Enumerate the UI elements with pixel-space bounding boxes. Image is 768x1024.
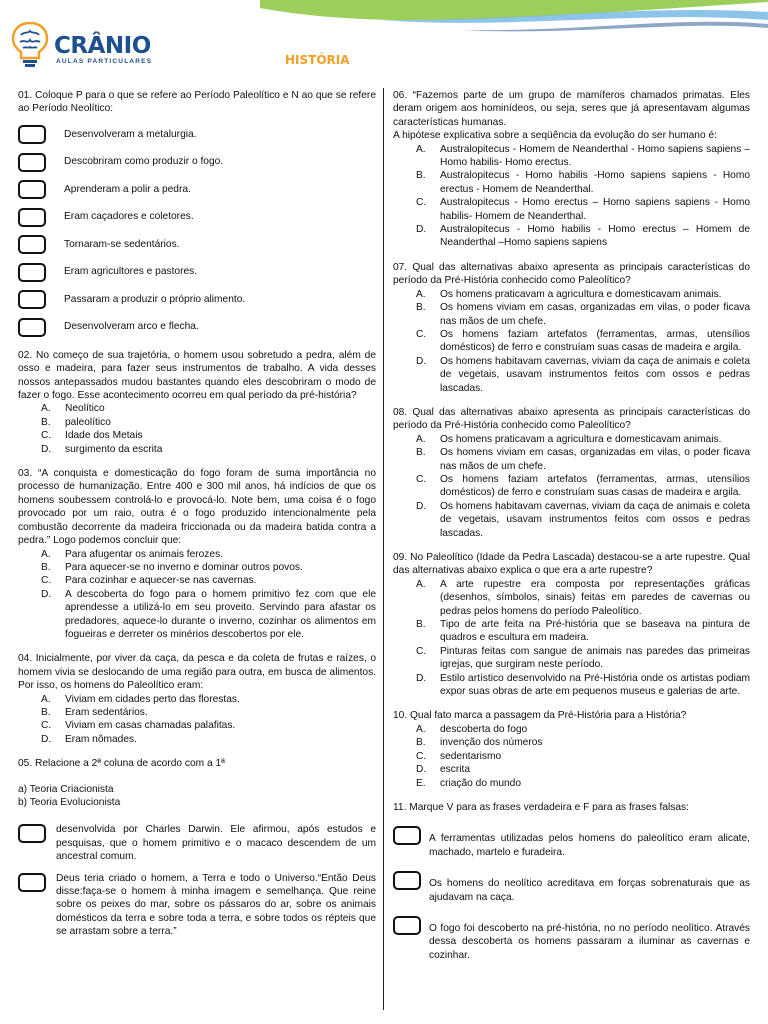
option[interactable] [18, 561, 376, 574]
question-01-title: 01. Coloque P para o que se refere ao Período Paleolítico e N ao que se refere ao Período Neolítico: [18, 90, 376, 115]
option-letter: B. [416, 619, 426, 631]
option[interactable] [393, 736, 750, 749]
answer-box[interactable] [393, 871, 421, 890]
option-text: sedentarismo [440, 750, 502, 762]
option[interactable] [393, 750, 750, 763]
option-text: Australopitecus - Homem de Neanderthal - Homo sapiens sapiens –Homo habilis- Homo erectus. [440, 143, 750, 169]
question-04 [18, 652, 376, 746]
option-text: Os homens praticavam a agricultura e domesticavam animais. [440, 288, 722, 300]
option-text: Para aquecer-se no inverno e dominar outros povos. [65, 561, 303, 573]
option-text: invenção dos números [440, 737, 543, 749]
page-header [0, 0, 768, 80]
option-text: Os homens praticavam a agricultura e domesticavam animais. [440, 433, 722, 445]
question-09-text: 09. No Paleolítico (Idade da Pedra Lascada) destacou-se a arte rupestre. Qual das alternativas abaixo explica o que era a arte rupestre? [393, 552, 750, 577]
answer-box[interactable] [18, 125, 46, 144]
right-column [393, 89, 750, 974]
option-text: Os homens habitavam cavernas, viviam da caça de animais e coleta de vegetais, usavam instrumentos feitos com ossos e pedras lascadas. [440, 500, 750, 539]
question-08-options [393, 433, 750, 540]
list-item [18, 231, 376, 259]
column-divider [383, 88, 384, 1010]
list-item [393, 916, 750, 962]
option-letter: E. [416, 777, 426, 789]
option[interactable] [18, 429, 376, 442]
option[interactable] [18, 733, 376, 746]
answer-box[interactable] [18, 318, 46, 337]
question-02-options [18, 402, 376, 456]
question-07 [393, 261, 750, 395]
option[interactable] [18, 402, 376, 415]
option[interactable] [393, 169, 750, 196]
logo [10, 20, 160, 72]
question-06-subtext: A hipótese explicativa sobre a seqüência da evolução do ser humano é: [393, 130, 717, 142]
option[interactable] [393, 777, 750, 790]
option-text: Estilo artístico desenvolvido na Pré-História onde os artistas podiam expor suas obras de arte em pequenos museus e galerias de arte. [440, 672, 750, 698]
question-05 [18, 757, 376, 938]
option[interactable] [393, 645, 750, 672]
list-item [18, 176, 376, 204]
list-item [18, 121, 376, 149]
option-text: Os homens faziam artefatos (ferramentas, armas, utensílios domésticos) de ferro e construíam suas casas de madeira e argila. [440, 473, 750, 499]
item-text: Desenvolveram a metalurgia. [64, 128, 197, 140]
option[interactable] [393, 672, 750, 699]
option-letter: B. [41, 561, 51, 573]
question-08-text: 08. Qual das alternativas abaixo apresenta as principais características do período da Pré-História conhecido como Paleolítico? [393, 406, 750, 432]
question-06-options [393, 143, 750, 250]
option-text: criação do mundo [440, 777, 521, 789]
option-letter: C. [416, 645, 427, 657]
question-11 [393, 801, 750, 962]
item-text: Desenvolveram arco e flecha. [64, 321, 199, 333]
option[interactable] [18, 548, 376, 561]
option-text: Eram nômades. [65, 733, 137, 745]
option-text: Pinturas feitas com sangue de animais nas paredes das primeiras igrejas, que surgiram neste período. [440, 645, 750, 671]
answer-box[interactable] [393, 916, 421, 935]
option-text: Idade dos Metais [65, 430, 143, 442]
option[interactable] [393, 196, 750, 223]
option[interactable] [18, 416, 376, 429]
option-text: paleolítico [65, 416, 111, 428]
question-06 [393, 89, 750, 250]
option-letter: A. [416, 723, 426, 735]
option-text: Os homens faziam artefatos (ferramentas, armas, utensílios domésticos) de ferro e construíam suas casas de madeira e argila. [440, 328, 750, 354]
answer-box[interactable] [18, 235, 46, 254]
option[interactable] [18, 706, 376, 719]
option[interactable] [18, 719, 376, 732]
option-letter: D. [41, 733, 52, 745]
question-03 [18, 467, 376, 641]
option-text: escrita [440, 764, 471, 776]
question-07-text: 07. Qual das alternativas abaixo apresenta as principais características do período da Pré-História conhecido como Paleolítico? [393, 261, 750, 287]
item-text: Descobriram como produzir o fogo. [64, 156, 224, 168]
answer-box[interactable] [18, 263, 46, 282]
theory-a: a) Teoria Criacionista [18, 783, 114, 795]
option[interactable] [393, 618, 750, 645]
option-text: Australopitecus - Homo habilis - Homo erectus – Homem de Neanderthal –Homo sapiens sapiens [440, 224, 750, 249]
question-11-title: 11. Marque V para as frases verdadeira e F para as frases falsas: [393, 801, 689, 813]
option[interactable] [18, 443, 376, 456]
option[interactable] [393, 578, 750, 618]
option-letter: B. [416, 737, 426, 749]
option-text: A descoberta do fogo para o homem primitivo fez com que ele aprendesse a utilizá-lo em seu proveito. Servindo para afastar os predadores, aquece-lo durante o inverno, cozinhar os alimentos em fogueiras e derreter os minérios descobertos por ele. [65, 588, 376, 640]
list-item [18, 148, 376, 176]
option-letter: D. [416, 355, 427, 367]
option-letter: C. [41, 720, 52, 732]
item-text: Eram agricultores e pastores. [64, 266, 198, 278]
option-letter: B. [41, 416, 51, 428]
item-text: Os homens do neolítico acreditava em forças sobrenaturais que as ajudavam na caça. [429, 878, 750, 903]
option-text: Eram sedentários. [65, 706, 148, 718]
item-text: Eram caçadores e coletores. [64, 211, 194, 223]
option-text: A arte rupestre era composta por representações gráficas (desenhos, símbolos, sinais) feitas em paredes de cavernas ou pedras pelos homens do período Paleolítico. [440, 578, 750, 617]
option-letter: A. [41, 548, 51, 560]
option-text: descoberta do fogo [440, 723, 528, 735]
option[interactable] [18, 693, 376, 706]
brand-name: CRÂNIO [54, 33, 151, 59]
option-text: Australopitecus - Homo habilis -Homo sapiens sapiens - Homo erectus - Homem de Neanderthal. [440, 170, 750, 195]
option-letter: B. [41, 706, 51, 718]
option-letter: D. [41, 443, 52, 455]
option-letter: D. [416, 500, 427, 512]
answer-box[interactable] [18, 208, 46, 227]
question-01 [18, 89, 376, 341]
option-text: Australopitecus - Homo erectus – Homo sapiens sapiens - Homo habilis- Homem de Neanderthal. [440, 197, 750, 222]
question-03-text: 03. “A conquista e domesticação do fogo foram de suma importância no processo de humanização. Entre 400 e 300 mil anos, há indícios de que os homens soubessem controlá-lo e provocá-lo. Note bem, uma coisa é o fogo provocado por um raio, outra é o fogo produzido intencionalmente pela combustão decorrente da madeira friccionada ou da madeira batida contra a pedra.” Logo podemos concluir que: [18, 468, 376, 547]
question-10 [393, 709, 750, 789]
option-text: Os homens habitavam cavernas, viviam da caça de animais e coleta de vegetais, usavam instrumentos feitos com ossos e pedras lascadas. [440, 355, 750, 394]
option[interactable] [18, 588, 376, 642]
option-letter: A. [41, 693, 51, 705]
list-item [393, 826, 750, 859]
question-10-text: 10. Qual fato marca a passagem da Pré-História para a História? [393, 710, 687, 722]
option-letter: A. [416, 288, 426, 300]
option-text: Para afugentar os animais ferozes. [65, 548, 223, 560]
item-text: A ferramentas utilizadas pelos homens do paleolítico eram alicate, machado, martelo e furadeira. [429, 833, 750, 858]
item-text: desenvolvida por Charles Darwin. Ele afirmou, após estudos e pesquisas, que o homem primitivo e o macaco descendem de um ancestral comum. [56, 824, 376, 863]
question-06-text: 06. “Fazemos parte de um grupo de mamíferos chamados primatas. Eles deram origem aos hominídeos, ou seja, seres que já apresentavam algumas características humanas. [393, 90, 750, 128]
option[interactable] [393, 473, 750, 500]
list-item [18, 313, 376, 341]
item-text: Tornaram-se sedentários. [64, 238, 180, 250]
option-letter: B. [416, 170, 426, 182]
option-text: surgimento da escrita [65, 443, 163, 455]
option-letter: D. [416, 764, 427, 776]
option[interactable] [393, 328, 750, 355]
option-letter: C. [416, 328, 427, 340]
option-letter: A. [416, 578, 426, 590]
option-text: Os homens viviam em casas, organizadas em vilas, o poder ficava nas mãos de um chefe. [440, 302, 750, 327]
question-09 [393, 551, 750, 698]
option-text: Viviam em casas chamadas palafitas. [65, 720, 236, 732]
question-02 [18, 349, 376, 456]
item-text: Passaram a produzir o próprio alimento. [64, 293, 246, 305]
option-letter: C. [41, 575, 52, 587]
option-letter: D. [416, 672, 427, 684]
item-text: Deus teria criado o homem, a Terra e todo o Universo.“Então Deus disse:faça-se o homem à minha imagem e semelhança. Que reine sobre os peixes do mar, sobre os pássaros do ar, sobre os animais domésticos da terra e sobre toda a terra, e sobre todos os répteis que se arrastam sobre a terra.” [56, 872, 376, 938]
answer-box[interactable] [18, 290, 46, 309]
theory-b: b) Teoria Evolucionista [18, 797, 121, 808]
option-letter: C. [41, 430, 52, 442]
option-letter: A. [416, 143, 426, 155]
option[interactable] [393, 763, 750, 776]
option[interactable] [18, 574, 376, 587]
option-text: Para cozinhar e aquecer-se nas cavernas. [65, 575, 257, 587]
option-letter: D. [416, 224, 427, 236]
list-item [393, 871, 750, 904]
option-letter: C. [416, 473, 427, 485]
question-02-text: 02. No começo de sua trajetória, o homem usou sobretudo a pedra, além de osso e madeira, para fazer seus instrumentos de trabalho. A vida desses nossos antepassados mudou bastantes quando eles descobriram o modo de fazer o fogo. Esse acontecimento ocorreu em qual período da pré-história? [18, 349, 376, 402]
option-text: Os homens viviam em casas, organizadas em vilas, o poder ficava nas mãos de um chefe. [440, 447, 750, 472]
answer-box[interactable] [18, 180, 46, 199]
option-text: Viviam em cidades perto das florestas. [65, 693, 240, 705]
option-letter: A. [416, 433, 426, 445]
option-text: Tipo de arte feita na Pré-história que se baseava na pintura de quadros e escultura em madeira. [440, 619, 750, 644]
question-05-title: 05. Relacione a 2ª coluna de acordo com a 1ª [18, 758, 225, 770]
answer-box[interactable] [18, 824, 46, 843]
option[interactable] [393, 301, 750, 328]
question-08 [393, 406, 750, 540]
header-decoration [260, 0, 768, 46]
option-letter: B. [416, 302, 426, 314]
question-01-items [18, 121, 376, 341]
list-item [18, 286, 376, 314]
option-letter: C. [416, 197, 427, 209]
list-item [18, 203, 376, 231]
option[interactable] [393, 288, 750, 301]
answer-box[interactable] [18, 873, 46, 892]
option-letter: D. [41, 588, 52, 600]
item-text: Aprenderam a polir a pedra. [64, 183, 191, 195]
page-title: HISTÓRIA [285, 53, 350, 67]
option[interactable] [393, 143, 750, 170]
question-09-options [393, 578, 750, 699]
option[interactable] [393, 433, 750, 446]
question-10-options [393, 723, 750, 790]
question-04-options [18, 693, 376, 747]
brand-subtitle: AULAS PARTICULARES [56, 58, 153, 65]
option-letter: A. [41, 403, 51, 415]
item-text: O fogo foi descoberto na pré-história, no no período neolítico. Através dessa descoberta os homens passaram a iluminar as cavernas e cozinhar. [429, 922, 750, 961]
question-03-options [18, 548, 376, 642]
answer-box[interactable] [18, 153, 46, 172]
option-letter: B. [416, 447, 426, 459]
option[interactable] [393, 446, 750, 473]
option[interactable] [393, 223, 750, 250]
question-07-options [393, 288, 750, 395]
question-04-text: 04. Inicialmente, por viver da caça, da pesca e da coleta de frutas e raízes, o homem vivia se deslocando de uma região para outra, em busca de alimentos. Por isso, os homens do Paleolítico eram: [18, 653, 376, 692]
list-item [18, 872, 376, 939]
list-item [18, 823, 376, 863]
option[interactable] [393, 723, 750, 736]
left-column [18, 89, 376, 950]
list-item [18, 258, 376, 286]
option[interactable] [393, 500, 750, 540]
option-text: Neolítico [65, 403, 105, 415]
option[interactable] [393, 355, 750, 395]
option-letter: C. [416, 750, 427, 762]
answer-box[interactable] [393, 826, 421, 845]
brain-lightbulb-icon [10, 20, 50, 68]
